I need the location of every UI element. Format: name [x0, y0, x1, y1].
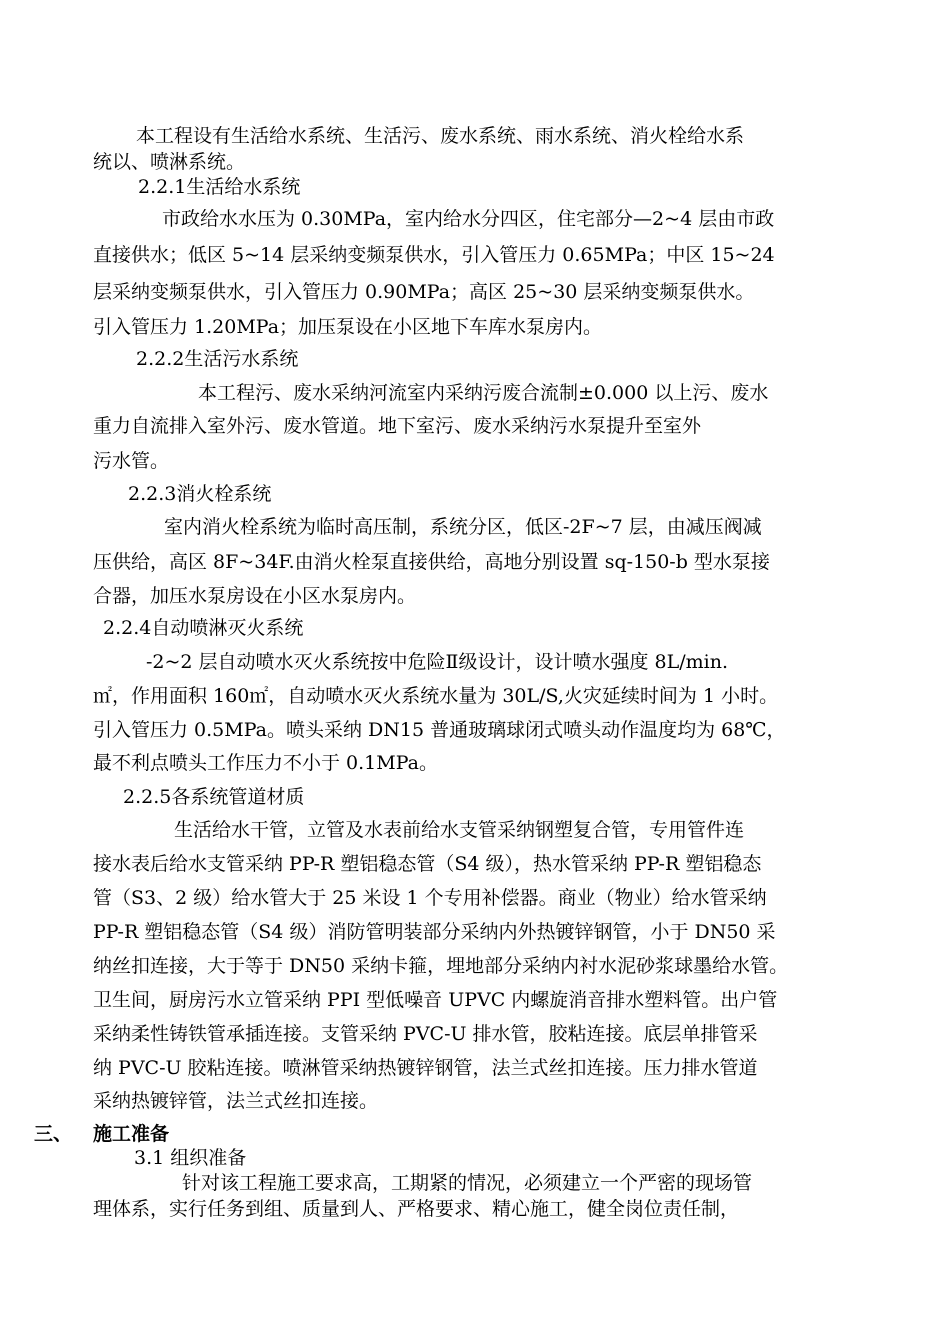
paragraph-water-supply-line-2: 直接供水；低区 5~14 层采纳变频泵供水，引入管压力 0.65MPa；中区 15~24 — [93, 244, 775, 266]
paragraph-sprinkler-line-4: 最不利点喷头工作压力不小于 0.1MPa。 — [93, 752, 438, 774]
paragraph-hydrant-line-1: 室内消火栓系统为临时高压制，系统分区，低区-2F~7 层，由减压阀减 — [164, 516, 762, 538]
paragraph-pipe-materials-line-9: 采纳热镀锌管，法兰式丝扣连接。 — [93, 1090, 379, 1112]
paragraph-sprinkler-line-1: -2~2 层自动喷水灭火系统按中危险Ⅱ级设计，设计喷水强度 8L/min. — [146, 651, 728, 673]
paragraph-water-supply-line-1: 市政给水水压为 0.30MPa，室内给水分四区，住宅部分—2~4 层由市政 — [162, 208, 775, 230]
heading-3-1: 3.1 组织准备 — [134, 1147, 247, 1169]
heading-2-2-3: 2.2.3消火栓系统 — [128, 483, 272, 505]
paragraph-water-supply-line-3: 层采纳变频泵供水，引入管压力 0.90MPa；高区 25~30 层采纳变频泵供水。 — [93, 281, 755, 303]
paragraph-organization-line-1: 针对该工程施工要求高，工期紧的情况，必须建立一个严密的现场管 — [182, 1172, 753, 1194]
heading-2-2-4: 2.2.4自动喷淋灭火系统 — [103, 617, 304, 639]
paragraph-intro-line-2: 统以、喷淋系统。 — [93, 151, 246, 173]
section-3-title: 施工准备 — [93, 1123, 170, 1145]
section-3-number: 三、 — [34, 1123, 73, 1145]
paragraph-pipe-materials-line-4: PP-R 塑铝稳态管（S4 级）消防管明装部分采纳内外热镀锌钢管，小于 DN50 采 — [93, 921, 776, 943]
paragraph-pipe-materials-line-3: 管（S3、2 级）给水管大于 25 米设 1 个专用补偿器。商业（物业）给水管采纳 — [93, 887, 767, 909]
paragraph-hydrant-line-3: 合器，加压水泵房设在小区水泵房内。 — [93, 585, 417, 607]
paragraph-pipe-materials-line-6: 卫生间，厨房污水立管采纳 PPI 型低噪音 UPVC 内螺旋消音排水塑料管。出户管 — [93, 989, 778, 1011]
heading-2-2-2: 2.2.2生活污水系统 — [136, 348, 299, 370]
paragraph-sewage-line-3: 污水管。 — [93, 450, 170, 472]
heading-2-2-5: 2.2.5各系统管道材质 — [123, 786, 305, 808]
paragraph-sprinkler-line-3: 引入管压力 0.5MPa。喷头采纳 DN15 普通玻璃球闭式喷头动作温度均为 68℃， — [93, 719, 786, 741]
paragraph-sewage-line-2: 重力自流排入室外污、废水管道。地下室污、废水采纳污水泵提升至室外 — [93, 415, 702, 437]
paragraph-water-supply-line-4: 引入管压力 1.20MPa；加压泵设在小区地下车库水泵房内。 — [93, 316, 603, 338]
paragraph-hydrant-line-2: 压供给，高区 8F~34F.由消火栓泵直接供给，高地分别设置 sq-150-b 型水泵接 — [93, 551, 770, 573]
paragraph-pipe-materials-line-8: 纳 PVC-U 胶粘连接。喷淋管采纳热镀锌钢管，法兰式丝扣连接。压力排水管道 — [93, 1057, 758, 1079]
paragraph-organization-line-2: 理体系，实行任务到组、质量到人、严格要求、精心施工，健全岗位责任制， — [93, 1198, 740, 1220]
paragraph-intro-line-1: 本工程设有生活给水系统、生活污、废水系统、雨水系统、消火栓给水系 — [136, 125, 745, 147]
paragraph-sewage-line-1: 本工程污、废水采纳河流室内采纳污废合流制±0.000 以上污、废水 — [198, 382, 769, 404]
paragraph-pipe-materials-line-1: 生活给水干管，立管及水表前给水支管采纳钢塑复合管，专用管件连 — [174, 819, 745, 841]
heading-2-2-1: 2.2.1生活给水系统 — [138, 176, 301, 198]
paragraph-pipe-materials-line-2: 接水表后给水支管采纳 PP-R 塑铝稳态管（S4 级），热水管采纳 PP-R 塑铝稳态 — [93, 853, 762, 875]
paragraph-pipe-materials-line-7: 采纳柔性铸铁管承插连接。支管采纳 PVC-U 排水管，胶粘连接。底层单排管采 — [93, 1023, 758, 1045]
paragraph-sprinkler-line-2: ㎡，作用面积 160㎡，自动喷水灭火系统水量为 30L/S,火灾延续时间为 1 小时。 — [93, 685, 779, 707]
paragraph-pipe-materials-line-5: 纳丝扣连接，大于等于 DN50 采纳卡箍，埋地部分采纳内衬水泥砂浆球墨给水管。 — [93, 955, 789, 977]
